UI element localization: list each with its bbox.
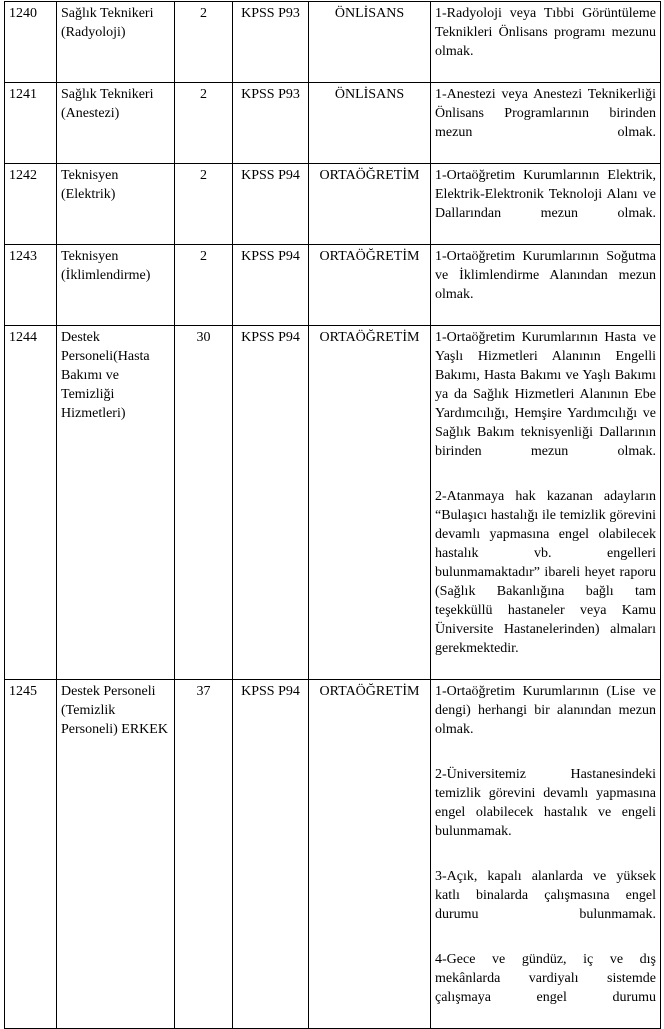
- position-code: 1245: [5, 680, 57, 1029]
- position-code: 1243: [5, 245, 57, 326]
- conditions-cell: [431, 83, 661, 164]
- condition-item: 1-Ortaöğretim Kurumlarının (Lise ve dengi) herhangi bir alanından mezun olmak.: [435, 684, 656, 737]
- position-title: Teknisyen (Elektrik): [57, 164, 175, 245]
- table-row: [5, 245, 661, 326]
- education-level: ÖNLİSANS: [309, 2, 431, 83]
- position-title: Teknisyen (İklimlendirme): [57, 245, 175, 326]
- position-code: 1240: [5, 2, 57, 83]
- position-count: 2: [175, 2, 233, 83]
- conditions-cell: [431, 326, 661, 680]
- condition-item: 2-Atanmaya hak kazanan adayların “Bulaşıcı hastalığı ile temizlik görevini devamlı yapmasına engel olabilecek hastalık vb. engelleri bulunmamaktadır” ibareli heyet raporu (Sağlık Bakanlığına bağlı tam teşekküllü hastaneler veya Kamu Üniversite Hastanelerinden) almaları gerekmektedir.: [435, 489, 656, 656]
- condition-item: 2-Üniversitemiz Hastanesindeki temizlik görevini devamlı yapmasına engel olabilecek hastalık ve engeli bulunmamak.: [435, 767, 656, 839]
- position-code: 1244: [5, 326, 57, 680]
- position-title: Destek Personeli(Hasta Bakımı ve Temizliği Hizmetleri): [57, 326, 175, 680]
- conditions-cell: [431, 245, 661, 326]
- kpss-score-type: KPSS P94: [233, 164, 309, 245]
- conditions-cell: [431, 680, 661, 1029]
- position-count: 2: [175, 164, 233, 245]
- condition-item: 1-Radyoloji veya Tıbbi Görüntüleme Teknikleri Önlisans programı mezunu olmak.: [435, 6, 656, 59]
- kpss-score-type: KPSS P94: [233, 245, 309, 326]
- education-level: ÖNLİSANS: [309, 83, 431, 164]
- position-code: 1241: [5, 83, 57, 164]
- education-level: ORTAÖĞRETİM: [309, 680, 431, 1029]
- table-row: [5, 680, 661, 1029]
- education-level: ORTAÖĞRETİM: [309, 326, 431, 680]
- conditions-cell: [431, 164, 661, 245]
- condition-item: 1-Anestezi veya Anestezi Teknikerliği Önlisans Programlarının birinden mezun olmak.: [435, 87, 656, 140]
- table-row: [5, 2, 661, 83]
- kpss-score-type: KPSS P94: [233, 680, 309, 1029]
- condition-item: 1-Ortaöğretim Kurumlarının Soğutma ve İklimlendirme Alanından mezun olmak.: [435, 249, 656, 302]
- conditions-cell: [431, 2, 661, 83]
- education-level: ORTAÖĞRETİM: [309, 245, 431, 326]
- position-title: Destek Personeli (Temizlik Personeli) ERKEK: [57, 680, 175, 1029]
- position-title: Sağlık Teknikeri (Anestezi): [57, 83, 175, 164]
- position-count: 2: [175, 245, 233, 326]
- condition-item: 1-Ortaöğretim Kurumlarının Elektrik, Elektrik-Elektronik Teknoloji Alanı ve Dallarından mezun olmak.: [435, 168, 656, 221]
- condition-item: 1-Ortaöğretim Kurumlarının Hasta ve Yaşlı Hizmetleri Alanının Engelli Bakımı, Hasta Bakımı ve Yaşlı Bakımı ya da Sağlık Hizmetleri Alanının Ebe Yardımcılığı, Hemşire Yardımcılığı ve Sağlık Bakım teknisyenliği Dallarının birinden mezun olmak.: [435, 330, 656, 459]
- table-row: [5, 164, 661, 245]
- kpss-score-type: KPSS P93: [233, 2, 309, 83]
- position-count: 37: [175, 680, 233, 1029]
- table-row: [5, 83, 661, 164]
- kpss-score-type: KPSS P93: [233, 83, 309, 164]
- position-title: Sağlık Teknikeri (Radyoloji): [57, 2, 175, 83]
- kpss-score-type: KPSS P94: [233, 326, 309, 680]
- position-code: 1242: [5, 164, 57, 245]
- condition-item: 3-Açık, kapalı alanlarda ve yüksek katlı binalarda çalışmasına engel durumu bulunmamak.: [435, 869, 656, 922]
- position-count: 30: [175, 326, 233, 680]
- education-level: ORTAÖĞRETİM: [309, 164, 431, 245]
- condition-item: 4-Gece ve gündüz, iç ve dış mekânlarda vardiyalı sistemde çalışmaya engel durumu: [435, 952, 656, 1005]
- position-count: 2: [175, 83, 233, 164]
- table-row: [5, 326, 661, 680]
